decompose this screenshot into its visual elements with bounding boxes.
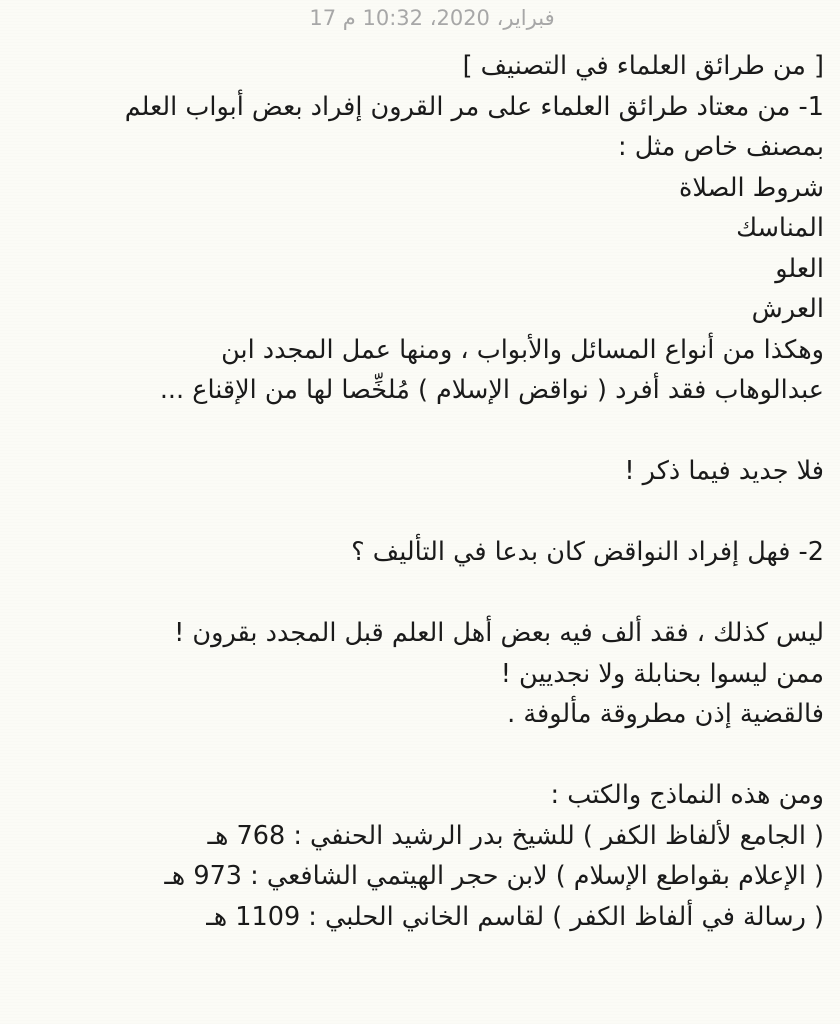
note-line: 1- من معتاد طرائق العلماء على مر القرون إفراد بعض أبواب العلم [124, 91, 824, 122]
note-line: المناسك [736, 213, 824, 243]
note-line: العلو [775, 253, 824, 284]
note-line: العرش [751, 294, 824, 324]
note-line: ( الإعلام بقواطع الإسلام ) لابن حجر الهيتمي الشافعي : 973 هـ [164, 861, 824, 891]
note-blank-line [40, 573, 824, 614]
note-line: ليس كذلك ، فقد ألف فيه بعض أهل العلم قبل المجدد بقرون ! [174, 618, 824, 648]
note-line: 2- فهل إفراد النواقض كان بدعا في التأليف ؟ [351, 537, 824, 567]
note-blank-line [40, 492, 824, 533]
note-line: شروط الصلاة [679, 172, 824, 203]
note-timestamp: 17 فبراير، 2020، 10:32 م [309, 6, 555, 30]
note-line: بمصنف خاص مثل : [618, 132, 824, 162]
note-line: فلا جديد فيما ذكر ! [624, 456, 824, 486]
note-line: وهكذا من أنواع المسائل والأبواب ، ومنها عمل المجدد ابن [221, 334, 824, 365]
note-line: ( الجامع لألفاظ الكفر ) للشيخ بدر الرشيد الحنفي : 768 هـ [207, 820, 824, 851]
note-body[interactable] [40, 46, 824, 937]
note-line: [ من طرائق العلماء في التصنيف ] [462, 51, 824, 81]
note-blank-line [40, 411, 824, 452]
note-line: ممن ليسوا بحنابلة ولا نجديين ! [500, 658, 824, 689]
note-blank-line [40, 735, 824, 776]
note-line: ومن هذه النماذج والكتب : [550, 780, 824, 810]
note-line: فالقضية إذن مطروقة مألوفة . [507, 699, 824, 729]
note-line: ( رسالة في ألفاظ الكفر ) لقاسم الخاني الحلبي : 1109 هـ [206, 901, 824, 932]
note-line: عبدالوهاب فقد أفرد ( نواقض الإسلام ) مُلخِّصا لها من الإقناع ... [159, 375, 824, 405]
